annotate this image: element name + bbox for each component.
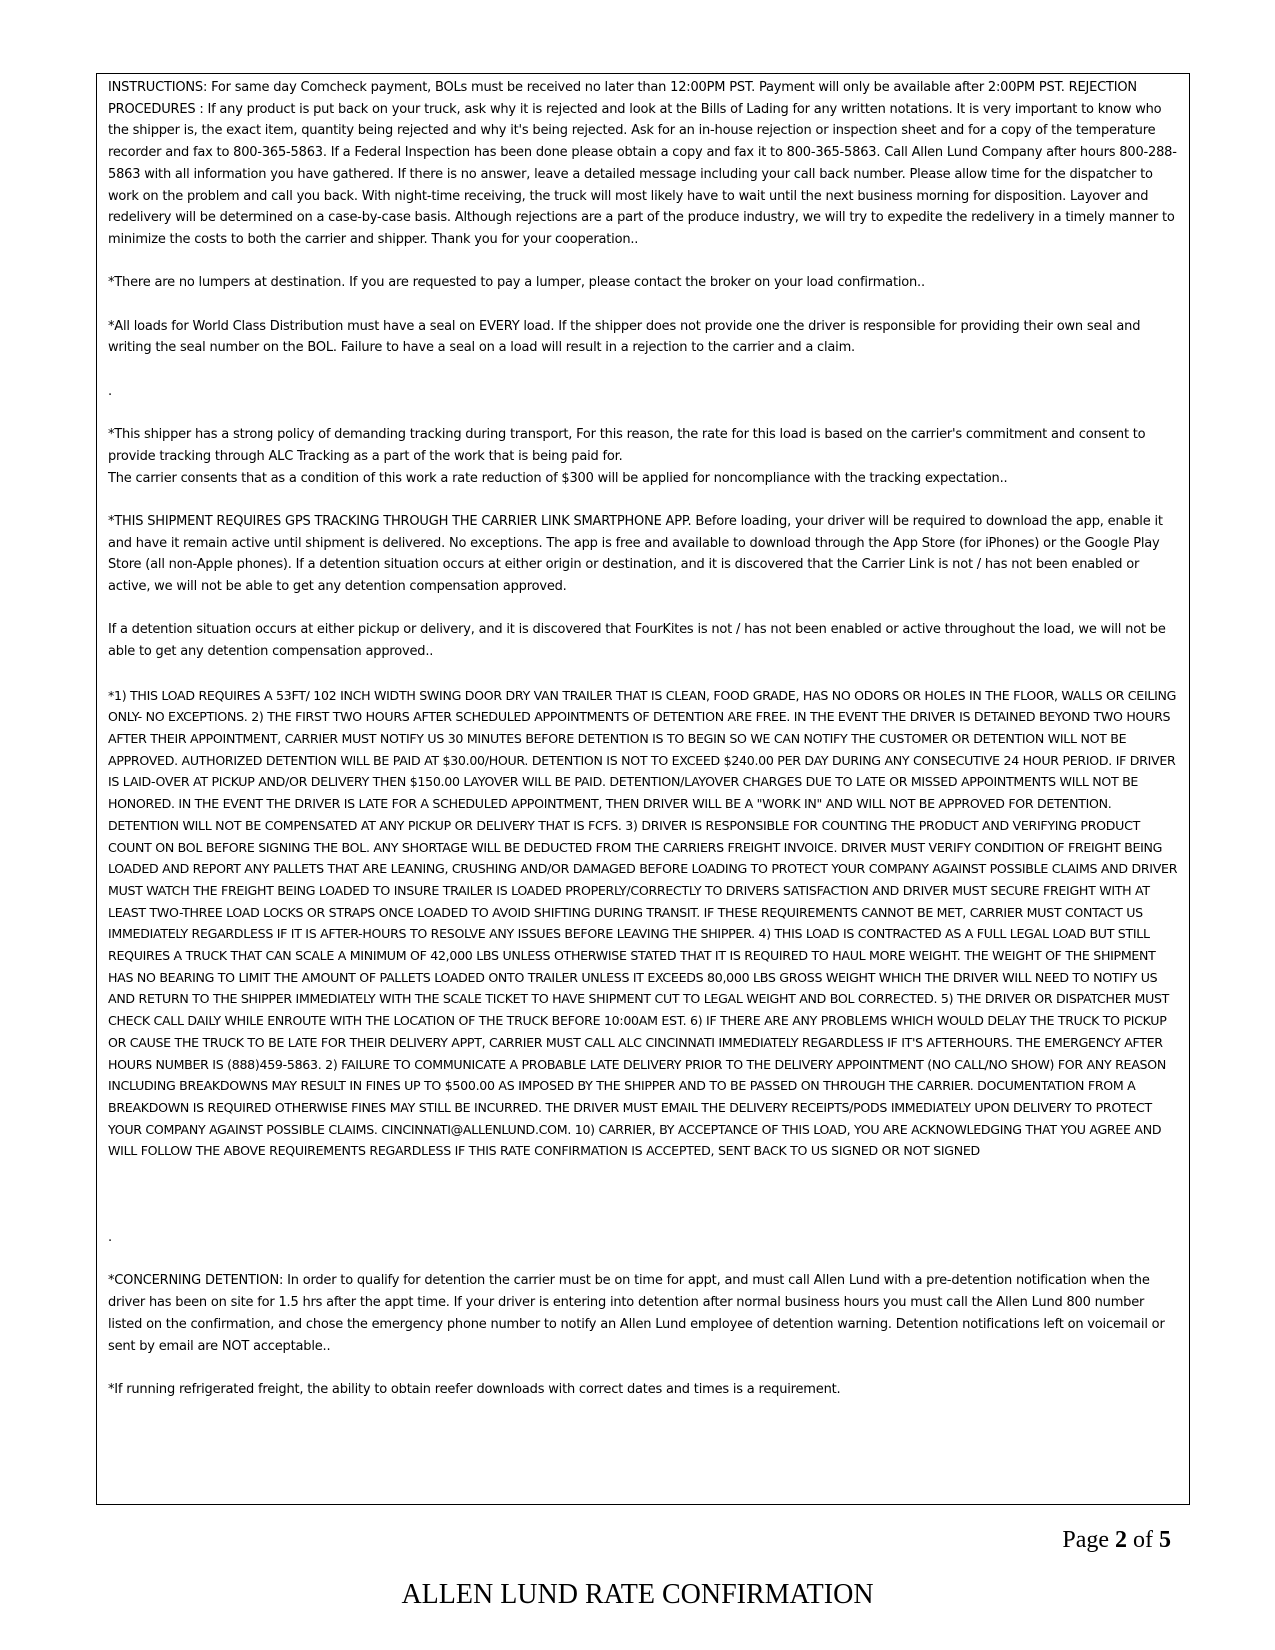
detention-paragraph: *CONCERNING DETENTION: In order to qualify for detention the carrier must be on time for appt, and must call Allen Lund with a pre-detention notification when the driver has been on site for 1.5 hrs after the appt time. If your driver is entering into detention after normal business hours you must call the Allen Lund 800 number listed on the confirmation, and chose the emergency phone number to notify an Allen Lund employee of detention warning. Detention notifications left on voicemail or sent by email are NOT acceptable.. xyxy=(108,1273,1165,1354)
lumpers-paragraph: *There are no lumpers at destination. If you are requested to pay a lumper, please contact the broker on your load confirmation.. xyxy=(108,275,925,291)
instructions-rejection-paragraph: INSTRUCTIONS: For same day Comcheck payment, BOLs must be received no later than 12:00PM PST. Payment will only be available after 2:00PM PST. REJECTION PROCEDURES : If any product is put back on your truck, ask why it is rejected and look at the Bills of Lading for any written notations. It is very important to know who the shipper is, the exact item, quantity being rejected and why it's being rejected. Ask for an in-house rejection or inspection sheet and for a copy of the temperature recorder and fax to 800-365-5863. If a Federal Inspection has been done please obtain a copy and fax it to 800-365-5863. Call Allen Lund Company after hours 800-288- 5863 with all information you have gathered. If there is no answer, leave a detailed message including your call back number. Please allow time for the dispatcher to work on the problem and call you back. With night-time receiving, the truck will most likely have to wait until the next business morning for disposition. Layover and redelivery will be determined on a case-by-case basis. Although rejections are a part of the produce industry, we will try to expedite the redelivery in a timely manner to minimize the costs to both the carrier and shipper. Thank you for your cooperation.. xyxy=(108,80,1177,247)
document-title: ALLEN LUND RATE CONFIRMATION xyxy=(401,1579,874,1610)
tracking-policy-paragraph: *This shipper has a strong policy of demanding tracking during transport, For this reason, the rate for this load is based on the carrier's commitment and consent to provide tracking through ALC Tracking as a part of the work that is being paid for. xyxy=(108,427,1146,464)
gps-tracking-paragraph: *THIS SHIPMENT REQUIRES GPS TRACKING THROUGH THE CARRIER LINK SMARTPHONE APP. Before loading, your driver will be required to download the app, enable it and have it remain active until shipment is delivered. No exceptions. The app is free and available to download through the App Store (for iPhones) or the Google Play Store (all non-Apple phones). If a detention situation occurs at either origin or destination, and it is discovered that the Carrier Link is not / has not been enabled or active, we will not be able to get any detention compensation approved. xyxy=(108,513,1163,595)
page-separator: of xyxy=(1127,1527,1159,1553)
page-total: 5 xyxy=(1159,1527,1171,1553)
separator-dot: . xyxy=(108,383,112,399)
seal-paragraph: *All loads for World Class Distribution must have a seal on EVERY load. If the shipper does not provide one the driver is responsible for providing their own seal and writing the seal number on the BOL. Failure to have a seal on a load will result in a rejection to the carrier and a claim. xyxy=(108,318,1141,356)
load-requirements-paragraph: *1) THIS LOAD REQUIRES A 53FT/ 102 INCH WIDTH SWING DOOR DRY VAN TRAILER THAT IS CLEAN, FOOD GRADE, HAS NO ODORS OR HOLES IN THE FLOOR, WALLS OR CEILING ONLY- NO EXCEPTIONS. 2) THE FIRST TWO HOURS AFTER SCHEDULED APPOINTMENTS OF DETENTION ARE FREE. IN THE EVENT THE DRIVER IS DETAINED BEYOND TWO HOURS AFTER THEIR APPOINTMENT, CARRIER MUST NOTIFY US 30 MINUTES BEFORE DETENTION IS TO BEGIN SO WE CAN NOTIFY THE CUSTOMER OR DETENTION WILL NOT BE APPROVED. AUTHORIZED DETENTION WILL BE PAID AT $30.00/HOUR. DETENTION IS NOT TO EXCEED $240.00 PER DAY DURING ANY CONSECUTIVE 24 HOUR PERIOD. IF DRIVER IS LAID-OVER AT PICKUP AND/OR DELIVERY THEN $150.00 LAYOVER WILL BE PAID. DETENTION/LAYOVER CHARGES DUE TO LATE OR MISSED APPOINTMENTS WILL NOT BE HONORED. IN THE EVENT THE DRIVER IS LATE FOR A SCHEDULED APPOINTMENT, THEN DRIVER WILL BE A "WORK IN" AND WILL NOT BE APPROVED FOR DETENTION. DETENTION WILL NOT BE COMPENSATED AT ANY PICKUP OR DELIVERY THAT IS FCFS. 3) DRIVER IS RESPONSIBLE FOR COUNTING THE PRODUCT AND VERIFYING PRODUCT COUNT ON BOL BEFORE SIGNING THE BOL. ANY SHORTAGE WILL BE DEDUCTED FROM THE CARRIERS FREIGHT INVOICE. DRIVER MUST VERIFY CONDITION OF FREIGHT BEING LOADED AND REPORT ANY PALLETS THAT ARE LEANING, CRUSHING AND/OR DAMAGED BEFORE LOADING TO PROTECT YOUR COMPANY AGAINST POSSIBLE CLAIMS AND DRIVER MUST WATCH THE FREIGHT BEING LOADED TO INSURE TRAILER IS LOADED PROPERLY/CORRECTLY TO DRIVERS SATISFACTION AND DRIVER MUST SECURE FREIGHT WITH AT LEAST TWO-THREE LOAD LOCKS OR STRAPS ONCE LOADED TO AVOID SHIFTING DURING TRANSIT. IF THESE REQUIREMENTS CANNOT BE MET, CARRIER MUST CONTACT US IMMEDIATELY REGARDLESS IF IT IS AFTER-HOURS TO RESOLVE ANY ISSUES BEFORE LEAVING THE SHIPPER. 4) THIS LOAD IS CONTRACTED AS A FULL LEGAL LOAD BUT STILL REQUIRES A TRUCK THAT CAN SCALE A MINIMUM OF 42,000 LBS UNLESS OTHERWISE STATED THAT IT IS REQUIRED TO HAUL MORE WEIGHT. THE WEIGHT OF THE SHIPMENT HAS NO BEARING TO LIMIT THE AMOUNT OF PALLETS LOADED ONTO TRAILER UNLESS IT EXCEEDS 80,000 LBS GROSS WEIGHT WHICH THE DRIVER WILL NEED TO NOTIFY US AND RETURN TO THE SHIPPER IMMEDIATELY WITH THE SCALE TICKET TO HAVE SHIPMENT CUT TO LEGAL WEIGHT AND BOL CORRECTED. 5) THE DRIVER OR DISPATCHER MUST CHECK CALL DAILY WHILE ENROUTE WITH THE LOCATION OF THE TRUCK BEFORE 10:00AM EST. 6) IF THERE ARE ANY PROBLEMS WHICH WOULD DELAY THE TRUCK TO PICKUP OR CAUSE THE TRUCK TO BE LATE FOR THEIR DELIVERY APPT, CARRIER MUST CALL ALC CINCINNATI IMMEDIATELY REGARDLESS IF IT'S AFTERHOURS. THE EMERGENCY AFTER HOURS NUMBER IS (888)459-5863. 2) FAILURE TO COMMUNICATE A PROBABLE LATE DELIVERY PRIOR TO THE DELIVERY APPOINTMENT (NO CALL/NO SHOW) FOR ANY REASON INCLUDING BREAKDOWNS MAY RESULT IN FINES UP TO $500.00 AS IMPOSED BY THE SHIPPER AND TO BE PASSED ON THROUGH THE CARRIER. DOCUMENTATION FROM A BREAKDOWN IS REQUIRED OTHERWISE FINES MAY STILL BE INCURRED. THE DRIVER MUST EMAIL THE DELIVERY RECEIPTS/PODS IMMEDIATELY UPON DELIVERY TO PROTECT YOUR COMPANY AGAINST POSSIBLE CLAIMS. CINCINNATI@ALLENLUND.COM. 10) CARRIER, BY ACCEPTANCE OF THIS LOAD, YOU ARE ACKNOWLEDGING THAT YOU AGREE AND WILL FOLLOW THE ABOVE REQUIREMENTS REGARDLESS IF THIS RATE CONFIRMATION IS ACCEPTED, SENT BACK TO US SIGNED OR NOT SIGNED xyxy=(108,687,1178,1159)
page-prefix: Page xyxy=(1062,1527,1115,1553)
instructions-box xyxy=(96,73,1190,1505)
separator-dot: . xyxy=(108,1230,112,1246)
reefer-paragraph: *If running refrigerated freight, the ability to obtain reefer downloads with correct dates and times is a requirement. xyxy=(108,1381,841,1397)
page-current: 2 xyxy=(1115,1527,1127,1553)
rate-reduction-paragraph: The carrier consents that as a condition of this work a rate reduction of $300 will be applied for noncompliance with the tracking expectation.. xyxy=(108,470,1008,486)
page-number xyxy=(1062,1527,1171,1554)
fourkites-paragraph: If a detention situation occurs at either pickup or delivery, and it is discovered that FourKites is not / has not been enabled or active throughout the load, we will not be able to get any detention compensation approved.. xyxy=(108,622,1166,660)
